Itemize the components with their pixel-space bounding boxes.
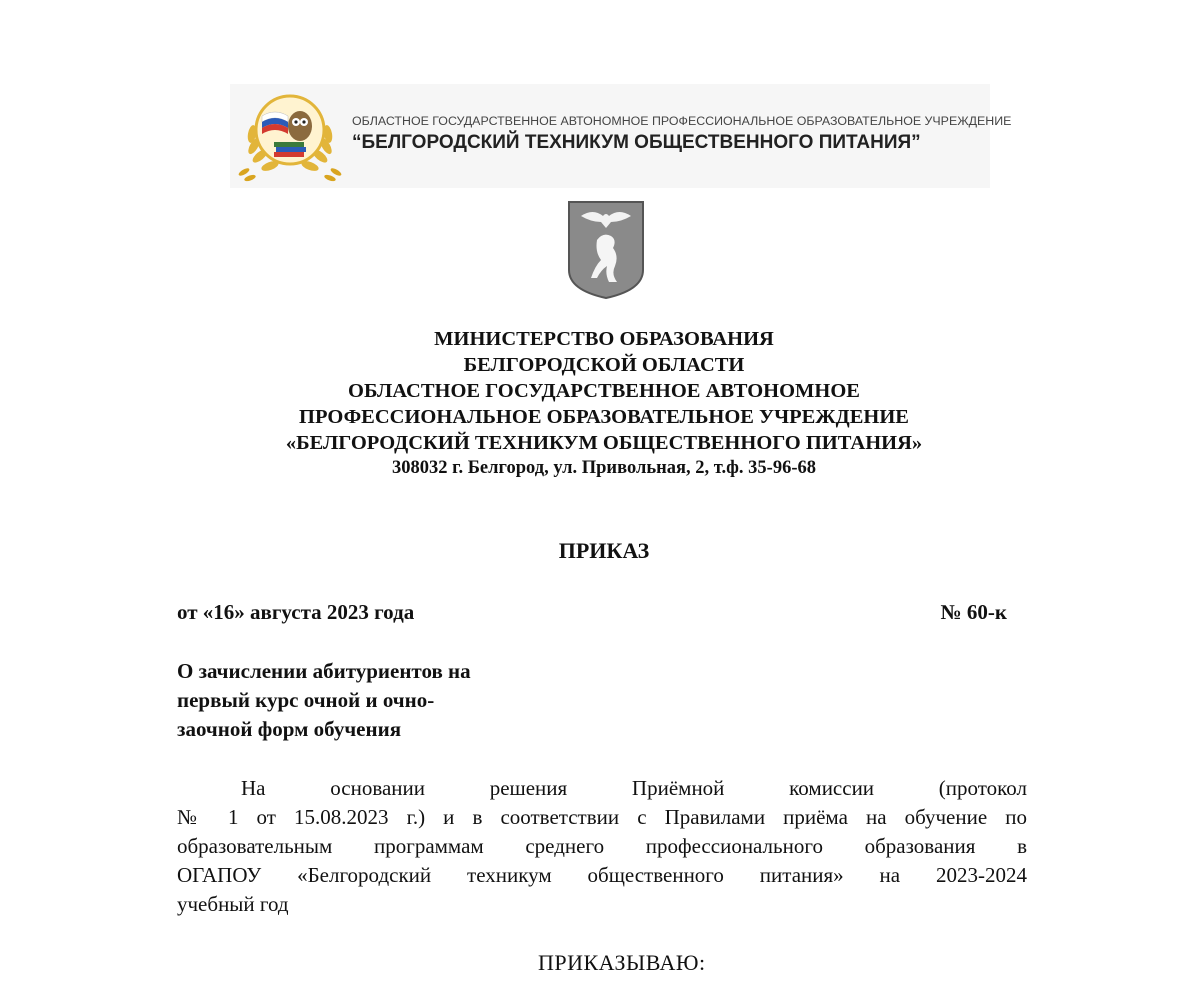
header-line-org-type: ОБЛАСТНОЕ ГОСУДАРСТВЕННОЕ АВТОНОМНОЕ xyxy=(348,380,860,402)
banner-subtitle: ОБЛАСТНОЕ ГОСУДАРСТВЕННОЕ АВТОНОМНОЕ ПРОФЕССИОНАЛЬНОЕ ОБРАЗОВАТЕЛЬНОЕ УЧРЕЖДЕНИЕ xyxy=(352,114,1012,128)
subject-line: заочной форм обучения xyxy=(177,717,402,741)
banner-title: “БЕЛГОРОДСКИЙ ТЕХНИКУМ ОБЩЕСТВЕННОГО ПИТАНИЯ” xyxy=(352,132,921,153)
body-line: учебный год xyxy=(177,892,289,916)
order-body xyxy=(177,774,1027,919)
body-line: На основании решения Приёмной комиссии (протокол xyxy=(241,776,1027,800)
college-emblem-logo xyxy=(230,86,350,186)
header-line-region: БЕЛГОРОДСКОЙ ОБЛАСТИ xyxy=(463,354,745,376)
header-banner xyxy=(230,84,1012,188)
belgorod-coat-of-arms xyxy=(567,200,645,300)
order-date-line xyxy=(177,600,1007,625)
header-line-ministry: МИНИСТЕРСТВО ОБРАЗОВАНИЯ xyxy=(434,328,774,350)
order-date: от «16» августа 2023 года xyxy=(177,600,415,624)
header-line-org-name: «БЕЛГОРОДСКИЙ ТЕХНИКУМ ОБЩЕСТВЕННОГО ПИТАНИЯ» xyxy=(285,432,923,454)
header-address: 308032 г. Белгород, ул. Привольная, 2, т.ф. 35-96-68 xyxy=(392,458,816,478)
body-line: образовательным программам среднего профессионального образования в xyxy=(177,834,1027,858)
subject-line: О зачислении абитуриентов на xyxy=(177,659,471,683)
order-heading: ПРИКАЗ xyxy=(558,538,650,563)
header-line-org-type-2: ПРОФЕССИОНАЛЬНОЕ ОБРАЗОВАТЕЛЬНОЕ УЧРЕЖДЕНИЕ xyxy=(299,406,909,428)
order-subject xyxy=(177,657,577,744)
organization-header xyxy=(200,326,1008,480)
order-directive: ПРИКАЗЫВАЮ: xyxy=(538,950,706,975)
order-number: № 60-к xyxy=(940,600,1007,624)
body-line: ОГАПОУ «Белгородский техникум общественного питания» на 2023-2024 xyxy=(177,863,1027,887)
body-line: № 1 от 15.08.2023 г.) и в соответствии с Правилами приёма на обучение по xyxy=(177,805,1027,829)
subject-line: первый курс очной и очно- xyxy=(177,688,435,712)
